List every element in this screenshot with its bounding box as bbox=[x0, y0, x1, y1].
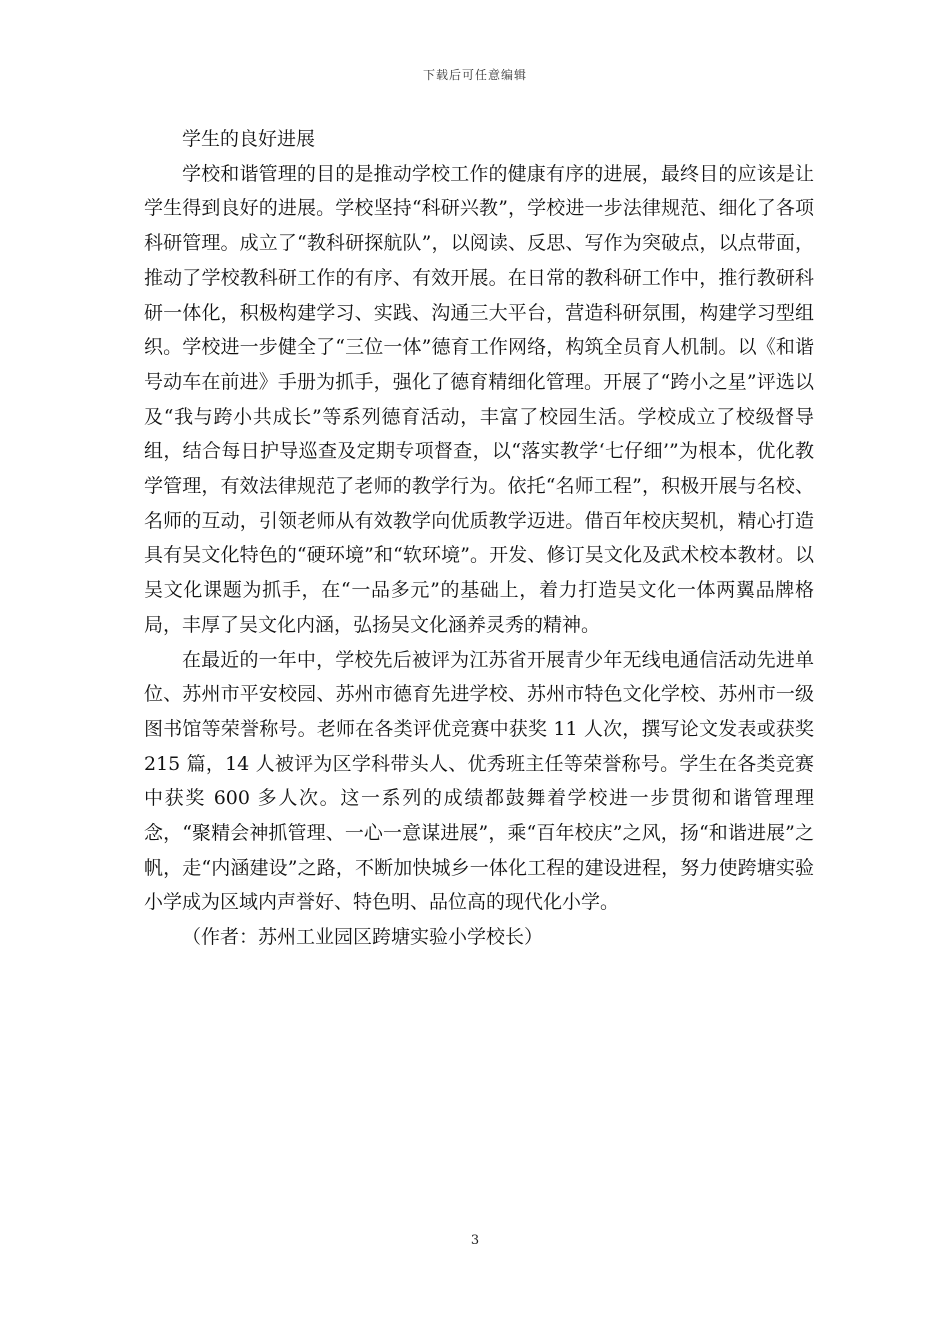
body-paragraph-2: 在最近的一年中，学校先后被评为江苏省开展青少年无线电通信活动先进单位、苏州市平安校园、苏州市德育先进学校、苏州市特色文化学校、苏州市一级图书馆等荣誉称号。老师在各类评优竞赛中获奖 11 人次，撰写论文发表或获奖 215 篇，14 人被评为区学科带头人、优秀班主任等荣誉称号。学生在各类竞赛中获奖 600 多人次。这一系列的成绩都鼓舞着学校进一步贯彻和谐管理理念，“聚精会神抓管理、一心一意谋进展”，乘“百年校庆”之风，扬“和谐进展”之帆，走“内涵建设”之路，不断加快城乡一体化工程的建设进程，努力使跨塘实验小学成为区域内声誉好、特色明、品位高的现代化小学。 bbox=[144, 648, 814, 914]
body-paragraph-1: 学校和谐管理的目的是推动学校工作的健康有序的进展，最终目的应该是让学生得到良好的进展。学校坚持“科研兴教”，学校进一步法律规范、细化了各项科研管理。成立了“教科研探航队”，以阅读、反思、写作为突破点，以点带面，推动了学校教科研工作的有序、有效开展。在日常的教科研工作中，推行教研科研一体化，积极构建学习、实践、沟通三大平台，营造科研氛围，构建学习型组织。学校进一步健全了“三位一体”德育工作网络，构筑全员育人机制。以《和谐号动车在前进》手册为抓手，强化了德育精细化管理。开展了“跨小之星”评选以及“我与跨小共成长”等系列德育活动，丰富了校园生活。学校成立了校级督导组，结合每日护导巡查及定期专项督查，以“落实教学‘七仔细’”为根本，优化教学管理，有效法律规范了老师的教学行为。依托“名师工程”，积极开展与名校、名师的互动，引领老师从有效教学向优质教学迈进。借百年校庆契机，精心打造具有吴文化特色的“硬环境”和“软环境”。开发、修订吴文化及武术校本教材。以吴文化课题为抓手，在“一品多元”的基础上，着力打造吴文化一体两翼品牌格局，丰厚了吴文化内涵，弘扬吴文化涵养灵秀的精神。 bbox=[144, 162, 814, 636]
document-body bbox=[144, 122, 814, 955]
section-heading: 学生的良好进展 bbox=[182, 128, 316, 150]
page-number: 3 bbox=[470, 1233, 480, 1248]
author-note: （作者：苏州工业园区跨塘实验小学校长） bbox=[182, 926, 544, 949]
page-header: 下载后可任意编辑 bbox=[422, 68, 527, 82]
